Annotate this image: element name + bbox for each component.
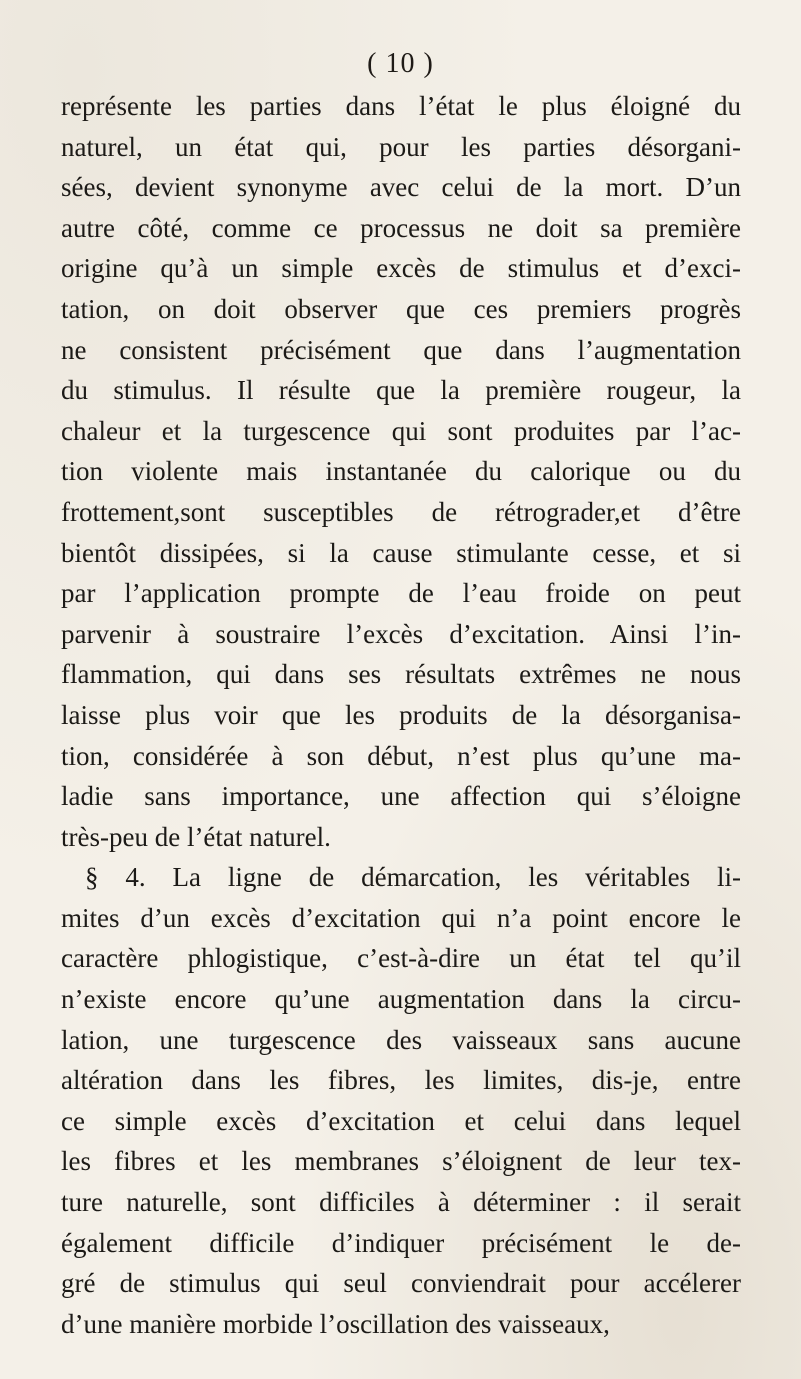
text-line: représente les parties dans l’état le plus éloigné du — [61, 91, 741, 121]
text-line: laisse plus voir que les produits de la désorganisa- — [61, 699, 741, 730]
text-line: naturel, un état qui, pour les parties désorgani- — [61, 131, 741, 162]
paragraph-end-line: très-peu de l’état naturel. — [61, 821, 331, 852]
text-line: les fibres et les membranes s’éloignent de leur tex- — [61, 1146, 741, 1177]
text-line: d’une manière morbide l’oscillation des vaisseaux, — [61, 1308, 610, 1339]
text-line: par l’application prompte de l’eau froide on peut — [61, 578, 741, 609]
text-line: ladie sans importance, une affection qui s’éloigne — [61, 781, 741, 812]
text-line: bientôt dissipées, si la cause stimulante cesse, et si — [61, 537, 741, 568]
text-line: autre côté, comme ce processus ne doit sa première — [61, 212, 741, 243]
text-line: sées, devient synonyme avec celui de la mort. D’un — [61, 172, 741, 203]
text-line: ce simple excès d’excitation et celui dans lequel — [61, 1105, 741, 1136]
text-line: ne consistent précisément que dans l’augmentation — [61, 334, 741, 365]
page-number: ( 10 ) — [367, 48, 434, 79]
text-line: mites d’un excès d’excitation qui n’a point encore le — [61, 902, 741, 933]
text-line: flammation, qui dans ses résultats extrêmes ne nous — [61, 659, 741, 690]
body-text — [61, 86, 741, 1344]
text-line: lation, une turgescence des vaisseaux sans aucune — [61, 1024, 741, 1055]
text-line: n’existe encore qu’une augmentation dans la circu- — [61, 984, 741, 1015]
text-line: caractère phlogistique, c’est-à-dire un état tel qu’il — [61, 943, 741, 974]
text-line: tion violente mais instantanée du calorique ou du — [61, 456, 741, 487]
text-line: chaleur et la turgescence qui sont produites par l’ac- — [61, 415, 741, 446]
text-line: tation, on doit observer que ces premiers progrès — [61, 293, 741, 324]
text-line: ture naturelle, sont difficiles à déterminer : il serait — [61, 1187, 741, 1218]
text-line: du stimulus. Il résulte que la première rougeur, la — [61, 375, 741, 406]
text-line: parvenir à soustraire l’excès d’excitation. Ainsi l’in- — [61, 618, 741, 649]
text-line: altération dans les fibres, les limites, dis-je, entre — [61, 1065, 741, 1096]
text-line: gré de stimulus qui seul conviendrait pour accélerer — [61, 1268, 741, 1299]
section-start-line: § 4. La ligne de démarcation, les véritables li- — [85, 862, 741, 893]
text-line: origine qu’à un simple excès de stimulus et d’exci- — [61, 253, 741, 284]
text-line: également difficile d’indiquer précisément le de- — [61, 1227, 741, 1258]
text-line: frottement,sont susceptibles de rétrograder,et d’être — [61, 496, 741, 527]
text-line: tion, considérée à son début, n’est plus qu’une ma- — [61, 740, 741, 771]
